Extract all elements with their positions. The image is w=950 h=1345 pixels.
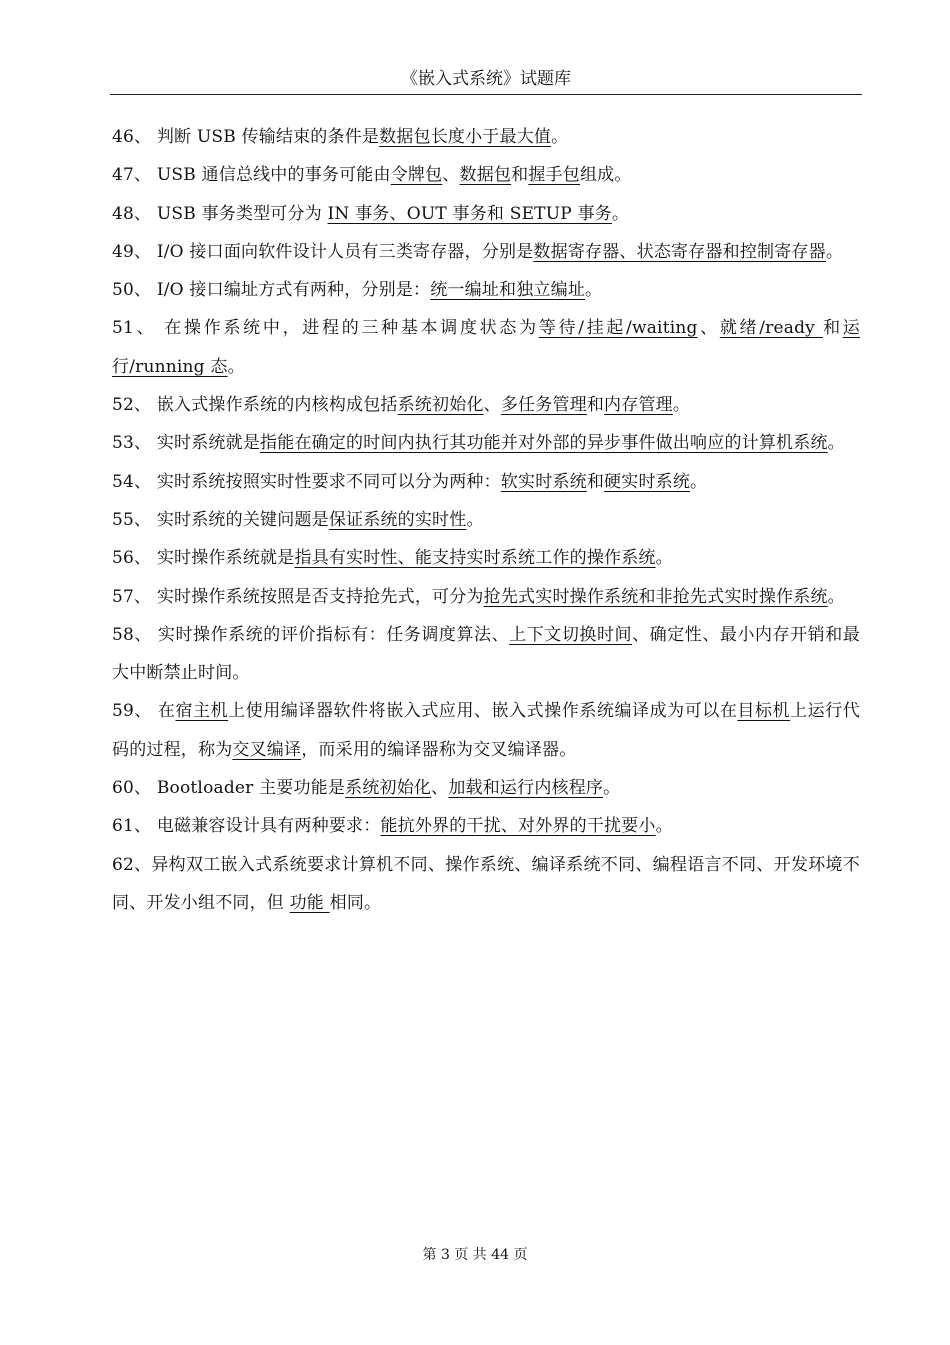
answer-blank: 统一编址和独立编址 bbox=[430, 280, 586, 301]
question-item bbox=[112, 807, 860, 845]
header-title: 《嵌入式系统》试题库 bbox=[401, 69, 571, 89]
answer-blank: 运行/running 态 bbox=[112, 318, 860, 377]
question-text: 上使用编译器软件将嵌入式应用、嵌入式操作系统编译成为可以在 bbox=[228, 701, 738, 722]
question-item bbox=[112, 309, 860, 386]
question-text: 60、 Bootloader 主要功能是 bbox=[112, 778, 346, 799]
answer-blank: 交叉编译 bbox=[232, 739, 302, 760]
question-text: 53、 实时系统就是 bbox=[112, 433, 261, 454]
question-text: 。 bbox=[551, 127, 569, 147]
question-text: 61、 电磁兼容设计具有两种要求： bbox=[112, 816, 381, 837]
answer-blank: 就绪/ready bbox=[719, 318, 824, 339]
answer-blank: 硬实时系统 bbox=[604, 471, 691, 492]
answer-blank: 上下文切换时间 bbox=[509, 624, 633, 645]
question-text: 、 bbox=[442, 165, 460, 186]
question-text: 54、 实时系统按照实时性要求不同可以分为两种： bbox=[112, 471, 501, 492]
question-text: 和 bbox=[586, 395, 605, 416]
question-text: 、确定性、最小内存开销和最大中断禁止时间。 bbox=[112, 624, 861, 684]
question-text: 。 bbox=[603, 778, 621, 799]
question-text: 组成。 bbox=[579, 165, 632, 186]
answer-blank: IN 事务、OUT 事务和 SETUP 事务 bbox=[327, 203, 612, 224]
answer-blank: 系统初始化 bbox=[397, 395, 484, 416]
question-text: ，而采用的编译器称为交叉编译器。 bbox=[301, 739, 577, 760]
question-text: 。 bbox=[825, 241, 844, 262]
answer-blank: 指能在确定的时间内执行其功能并对外部的异步事件做出响应的计算机系统 bbox=[260, 433, 828, 454]
answer-blank: 保证系统的实时性 bbox=[328, 509, 467, 530]
question-text: 和 bbox=[823, 318, 843, 339]
question-text: 。 bbox=[466, 509, 484, 530]
question-text: 。 bbox=[655, 548, 673, 569]
question-text: 。 bbox=[827, 433, 845, 454]
answer-blank: 内存管理 bbox=[604, 395, 673, 416]
question-item bbox=[112, 118, 860, 156]
question-text: 50、 I/O 接口编址方式有两种，分别是： bbox=[112, 280, 431, 301]
question-text: 、 bbox=[483, 395, 501, 416]
answer-blank: 数据包长度小于最大值 bbox=[379, 127, 552, 147]
answer-blank: 指具有实时性、能支持实时系统工作的操作系统 bbox=[294, 548, 656, 569]
answer-blank: 系统初始化 bbox=[345, 778, 432, 799]
answer-blank: 能抗外界的干扰、对外界的干扰要小 bbox=[380, 816, 656, 837]
answer-blank: 数据包 bbox=[459, 165, 512, 186]
answer-blank: 多任务管理 bbox=[500, 395, 587, 416]
answer-blank: 目标机 bbox=[737, 701, 791, 722]
question-text: 上运行代码的过程，称为 bbox=[112, 701, 860, 760]
question-text: 58、 实时操作系统的评价指标有：任务调度算法、 bbox=[112, 624, 510, 645]
question-item bbox=[112, 463, 860, 501]
answer-blank: 令牌包 bbox=[390, 165, 443, 186]
answer-blank: 加载和运行内核程序 bbox=[448, 778, 604, 799]
answer-blank: 宿主机 bbox=[175, 701, 229, 722]
question-text: 。 bbox=[655, 816, 673, 837]
question-item bbox=[112, 233, 860, 271]
question-text: 48、 USB 事务类型可分为 bbox=[112, 203, 328, 224]
question-item bbox=[112, 271, 860, 309]
question-text: 和 bbox=[586, 471, 605, 492]
question-text: 57、 实时操作系统按照是否支持抢先式，可分为 bbox=[112, 586, 484, 607]
question-text: 59、 在 bbox=[112, 701, 176, 722]
question-text: 55、 实时系统的关键问题是 bbox=[112, 509, 329, 530]
question-text: 。 bbox=[690, 471, 708, 492]
page-footer bbox=[0, 1244, 950, 1264]
answer-blank: 等待/挂起/waiting bbox=[538, 318, 698, 339]
question-text: 52、 嵌入式操作系统的内核构成包括 bbox=[112, 395, 398, 416]
question-item bbox=[112, 769, 860, 807]
question-text: 、 bbox=[431, 778, 449, 799]
question-text: 。 bbox=[827, 586, 845, 607]
answer-blank: 握手包 bbox=[528, 165, 580, 186]
question-text: 、 bbox=[697, 318, 720, 339]
question-item bbox=[112, 539, 860, 577]
question-item bbox=[112, 424, 860, 462]
answer-blank: 功能 bbox=[289, 892, 330, 913]
question-text: 47、 USB 通信总线中的事务可能由 bbox=[112, 165, 391, 186]
question-text: 和 bbox=[511, 165, 529, 186]
answer-blank: 数据寄存器、状态寄存器和控制寄存器 bbox=[533, 241, 826, 262]
question-text: 。 bbox=[611, 203, 630, 224]
answer-blank: 软实时系统 bbox=[500, 471, 587, 492]
question-text: 。 bbox=[227, 356, 245, 377]
question-text: 。 bbox=[672, 395, 691, 416]
question-text: 49、 I/O 接口面向软件设计人员有三类寄存器，分别是 bbox=[112, 241, 534, 262]
question-item bbox=[112, 501, 860, 539]
question-item bbox=[112, 616, 860, 693]
question-text: 62、异构双工嵌入式系统要求计算机不同、操作系统、编译系统不同、编程语言不同、开发环境不同、开发小组不同，但 bbox=[112, 854, 860, 913]
question-list bbox=[112, 118, 860, 922]
answer-blank: 抢先式实时操作系统和非抢先式实时操作系统 bbox=[483, 586, 828, 607]
question-text: 46、 判断 USB 传输结束的条件是 bbox=[112, 127, 380, 147]
page-number: 第 3 页 共 44 页 bbox=[422, 1247, 528, 1263]
question-item bbox=[112, 156, 860, 194]
question-item bbox=[112, 846, 860, 923]
question-item bbox=[112, 578, 860, 616]
question-text: 56、 实时操作系统就是 bbox=[112, 548, 295, 569]
question-item bbox=[112, 386, 860, 424]
page-header bbox=[110, 64, 862, 95]
question-text: 。 bbox=[585, 280, 603, 301]
question-item bbox=[112, 692, 860, 769]
question-item bbox=[112, 195, 860, 233]
question-text: 相同。 bbox=[329, 892, 382, 913]
question-text: 51、 在操作系统中，进程的三种基本调度状态为 bbox=[112, 318, 539, 339]
